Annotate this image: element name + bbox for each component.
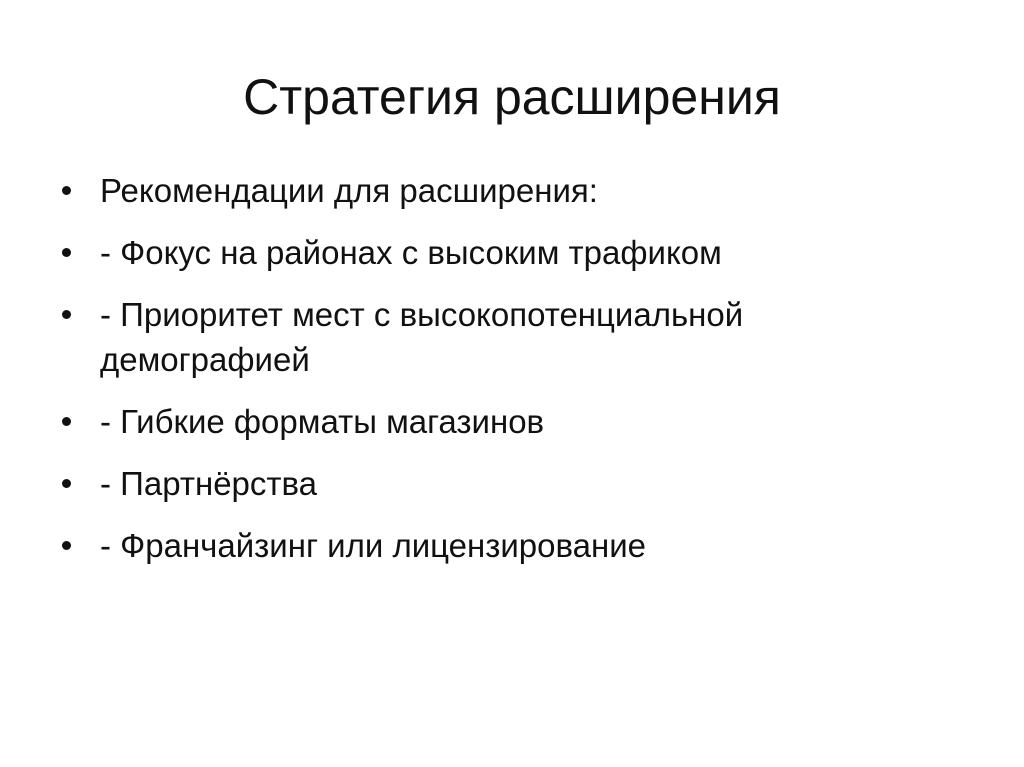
bullet-text: - Приоритет мест с высокопотенциальной демографией <box>100 296 744 378</box>
bullet-icon <box>62 248 71 257</box>
bullet-icon <box>62 541 71 550</box>
bullet-icon <box>62 186 71 195</box>
list-item <box>56 230 956 275</box>
bullet-list <box>56 168 956 585</box>
bullet-text: - Гибкие форматы магазинов <box>100 403 545 440</box>
bullet-text: Рекомендации для расширения: <box>100 172 598 209</box>
slide-title: Стратегия расширения <box>243 69 781 125</box>
list-item <box>56 523 956 568</box>
bullet-text: - Партнёрства <box>100 465 318 502</box>
bullet-icon <box>62 417 71 426</box>
bullet-text: - Франчайзинг или лицензирование <box>100 527 647 564</box>
list-item <box>56 168 956 213</box>
bullet-text: - Фокус на районах с высоким трафиком <box>100 234 722 271</box>
list-item <box>56 292 956 382</box>
list-item <box>56 461 956 506</box>
bullet-icon <box>62 479 71 488</box>
list-item <box>56 399 956 444</box>
bullet-icon <box>62 310 71 319</box>
